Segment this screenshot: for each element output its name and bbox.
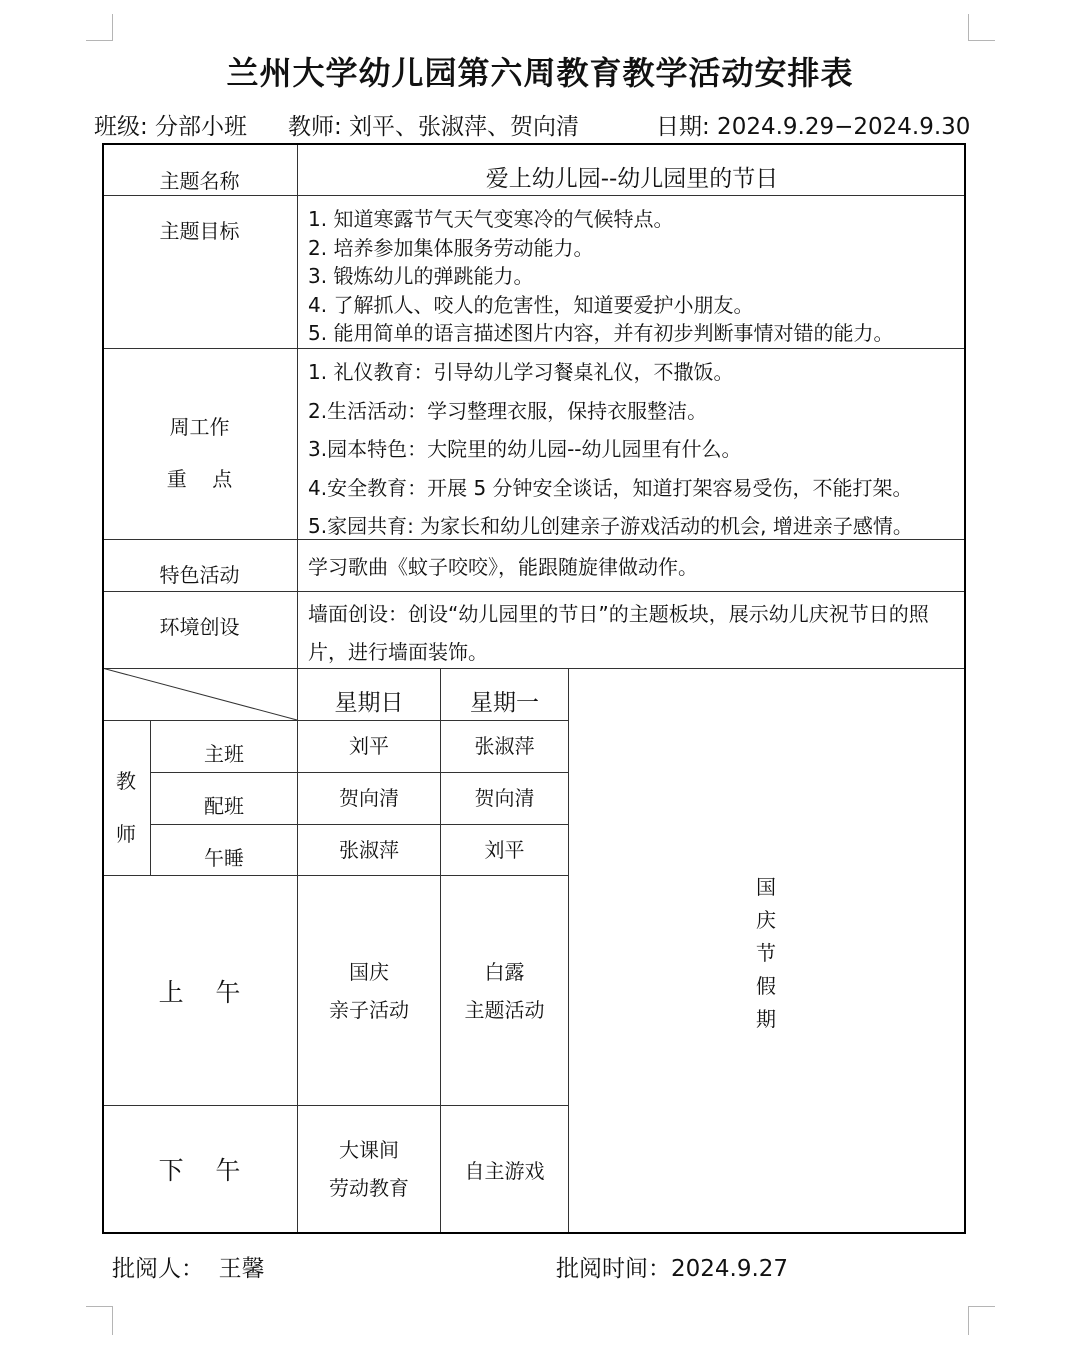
review-time: 批阅时间：2024.9.27 bbox=[556, 1256, 789, 1282]
goal-item: 1. 知道寒露节气天气变寒冷的气候特点。 bbox=[308, 207, 674, 231]
theme-goals-label: 主题目标 bbox=[159, 218, 240, 243]
morning-sunday-line: 亲子活动 bbox=[329, 997, 409, 1022]
role-nap: 午睡 bbox=[204, 845, 244, 870]
role-lead: 主班 bbox=[204, 741, 244, 766]
goal-item: 4. 了解抓人、咬人的危害性，知道要爱护小朋友。 bbox=[308, 292, 754, 317]
afternoon-sunday bbox=[298, 1106, 440, 1232]
theme-name-label: 主题名称 bbox=[159, 168, 240, 193]
holiday-char: 假 bbox=[756, 974, 776, 998]
diagonal-header-line bbox=[102, 668, 298, 721]
holiday-char: 节 bbox=[756, 941, 776, 965]
weekly-focus-label-2: 重 点 bbox=[166, 467, 233, 491]
weekly-item: 1. 礼仪教育：引导幼儿学习餐桌礼仪，不撒饭。 bbox=[308, 360, 734, 384]
crop-mark-top-right bbox=[968, 14, 995, 41]
theme-name: 爱上幼儿园--幼儿园里的节日 bbox=[485, 165, 779, 192]
environment-label: 环境创设 bbox=[159, 614, 240, 639]
afternoon-sunday-line: 劳动教育 bbox=[329, 1176, 409, 1200]
teachers-info: 教师: 刘平、张淑萍、贺向清 bbox=[288, 114, 580, 140]
afternoon-monday: 自主游戏 bbox=[464, 1158, 545, 1183]
lead-teacher-monday: 张淑萍 bbox=[474, 733, 535, 758]
holiday-char: 国 bbox=[756, 875, 776, 899]
weekly-focus-list bbox=[308, 353, 964, 546]
assistant-teacher-sunday: 贺向清 bbox=[339, 785, 399, 810]
morning-monday bbox=[441, 876, 568, 1105]
schedule-table bbox=[102, 143, 966, 1234]
day-header-sunday: 星期日 bbox=[334, 689, 404, 716]
nap-teacher-sunday: 张淑萍 bbox=[339, 837, 399, 862]
morning-sunday-line: 国庆 bbox=[349, 959, 389, 984]
goal-item: 5. 能用简单的语言描述图片内容，并有初步判断事情对错的能力。 bbox=[308, 321, 894, 345]
holiday-char: 期 bbox=[756, 1007, 776, 1031]
afternoon-label: 下 午 bbox=[158, 1156, 241, 1185]
role-assistant: 配班 bbox=[204, 793, 244, 818]
weekly-item: 3.园本特色：大院里的幼儿园--幼儿园里有什么。 bbox=[308, 437, 742, 461]
weekly-item: 4.安全教育：开展 5 分钟安全谈话，知道打架容易受伤，不能打架。 bbox=[308, 475, 913, 500]
page-title: 兰州大学幼儿园第六周教育教学活动安排表 bbox=[226, 54, 854, 92]
special-activity-label: 特色活动 bbox=[159, 562, 240, 587]
crop-mark-top-left bbox=[86, 14, 113, 41]
special-activity-text: 学习歌曲《蚊子咬咬》，能跟随旋律做动作。 bbox=[308, 555, 698, 579]
teacher-group-label-1: 教 bbox=[116, 769, 136, 793]
morning-label: 上 午 bbox=[158, 977, 241, 1007]
environment-text: 墙面创设：创设“幼儿园里的节日”的主题板块，展示幼儿庆祝节日的照片，进行墙面装饰。 bbox=[308, 602, 929, 664]
goal-item: 2. 培养参加集体服务劳动能力。 bbox=[308, 235, 594, 260]
lead-teacher-sunday: 刘平 bbox=[349, 733, 389, 758]
teacher-group-label-2: 师 bbox=[116, 822, 136, 846]
holiday-char: 庆 bbox=[756, 908, 776, 932]
weekly-item: 2.生活活动：学习整理衣服，保持衣服整洁。 bbox=[308, 398, 708, 423]
goal-item: 3. 锻炼幼儿的弹跳能力。 bbox=[308, 264, 534, 288]
class-info: 班级: 分部小班 bbox=[94, 114, 248, 140]
crop-mark-bottom-left bbox=[86, 1306, 113, 1335]
afternoon-sunday-line: 大课间 bbox=[339, 1138, 399, 1162]
nap-teacher-monday: 刘平 bbox=[484, 837, 525, 862]
day-header-monday: 星期一 bbox=[470, 689, 539, 716]
assistant-teacher-monday: 贺向清 bbox=[474, 785, 535, 810]
weekly-item: 5.家园共育: 为家长和幼儿创建亲子游戏活动的机会, 增进亲子感情。 bbox=[308, 514, 913, 538]
weekly-focus-label-1: 周工作 bbox=[169, 415, 230, 439]
morning-monday-line: 主题活动 bbox=[464, 997, 545, 1022]
morning-sunday bbox=[298, 876, 440, 1105]
reviewer: 批阅人： 王馨 bbox=[112, 1256, 265, 1282]
theme-goals-list bbox=[308, 205, 958, 348]
morning-monday-line: 白露 bbox=[484, 959, 525, 984]
national-day-holiday bbox=[746, 871, 786, 1036]
date-info: 日期: 2024.9.29−2024.9.30 bbox=[656, 114, 971, 140]
crop-mark-bottom-right bbox=[968, 1306, 995, 1335]
